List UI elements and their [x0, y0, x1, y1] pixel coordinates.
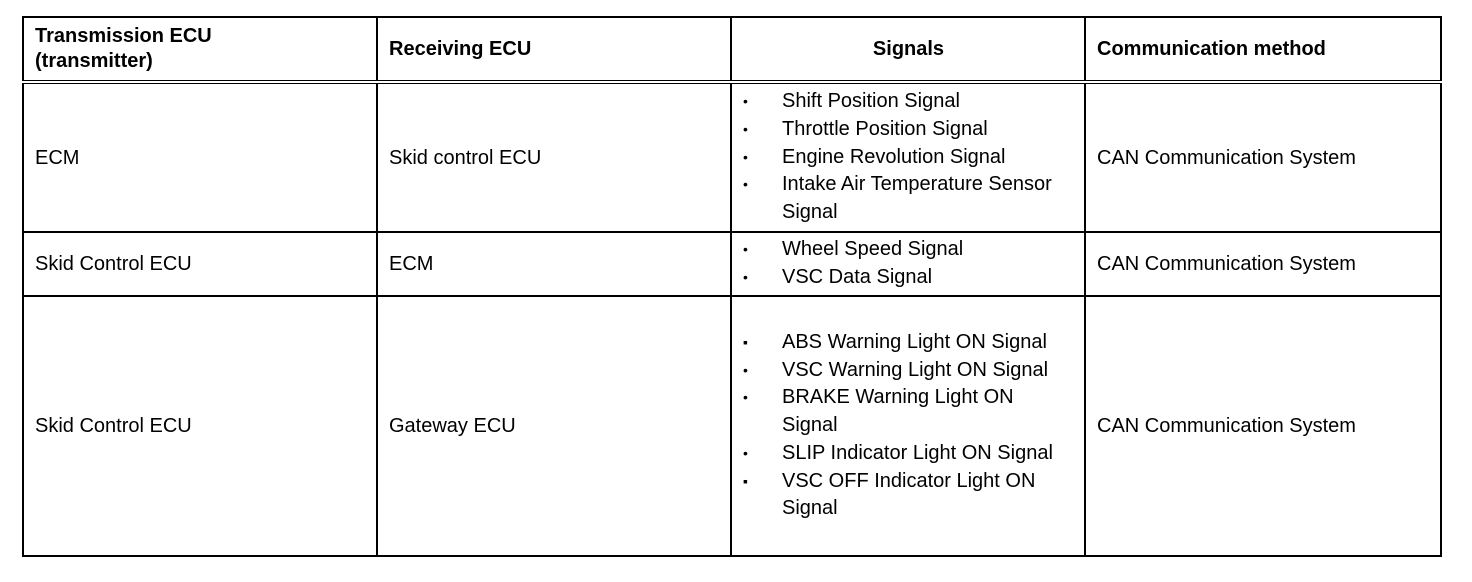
signal-item — [743, 440, 1074, 468]
bullet-icon: • — [743, 241, 748, 258]
transmitter-cell: Skid Control ECU — [23, 232, 377, 296]
signal-text: BRAKE Warning Light ON Signal — [782, 386, 1014, 437]
signal-item — [743, 236, 1074, 264]
signals-cell — [731, 296, 1085, 556]
signals-cell — [731, 82, 1085, 232]
signal-item — [743, 468, 1074, 524]
bullet-icon: • — [743, 269, 748, 285]
signal-text: VSC Warning Light ON Signal — [782, 358, 1049, 381]
signal-list — [743, 329, 1074, 524]
bullet-icon: • — [743, 361, 748, 378]
receiver-cell: ECM — [377, 232, 731, 296]
bullet-icon: • — [743, 444, 748, 461]
signal-item — [743, 171, 1074, 227]
signal-text: Shift Position Signal — [782, 90, 960, 112]
signal-item — [743, 116, 1074, 144]
method-cell: CAN Communication System — [1085, 82, 1441, 232]
square-bullet-icon: ▪ — [743, 472, 748, 489]
table-row — [23, 296, 1441, 556]
bullet-icon: • — [743, 148, 748, 165]
ecu-communication-table — [22, 16, 1442, 557]
receiver-cell: Skid control ECU — [377, 82, 731, 232]
method-cell: CAN Communication System — [1085, 232, 1441, 296]
signal-list — [743, 236, 1074, 292]
signal-text: SLIP Indicator Light ON Signal — [782, 441, 1053, 464]
signal-text: VSC Data Signal — [782, 266, 933, 288]
signal-item — [743, 384, 1074, 440]
signal-list — [743, 88, 1074, 227]
signal-item — [743, 357, 1074, 385]
square-bullet-icon: ▪ — [743, 333, 748, 350]
bullet-icon: • — [743, 176, 748, 193]
signal-text: VSC OFF Indicator Light ON Signal — [782, 469, 1036, 520]
header-signals: Signals — [731, 17, 1085, 82]
header-receiving-ecu: Receiving ECU — [377, 17, 731, 82]
header-communication-method: Communication method — [1085, 17, 1441, 82]
method-cell: CAN Communication System — [1085, 296, 1441, 556]
signal-text: Intake Air Temperature Sensor Signal — [782, 173, 1052, 224]
header-row — [23, 17, 1441, 82]
receiver-cell: Gateway ECU — [377, 296, 731, 556]
table-row — [23, 232, 1441, 296]
signal-item — [743, 144, 1074, 172]
table-row — [23, 82, 1441, 232]
bullet-icon: • — [743, 93, 748, 109]
signal-item — [743, 329, 1074, 357]
signal-text: Engine Revolution Signal — [782, 145, 1006, 168]
signal-item — [743, 88, 1074, 116]
transmitter-cell: ECM — [23, 82, 377, 232]
signal-text: Throttle Position Signal — [782, 117, 988, 140]
bullet-icon: • — [743, 120, 748, 137]
signal-text: Wheel Speed Signal — [782, 238, 964, 261]
transmitter-cell: Skid Control ECU — [23, 296, 377, 556]
bullet-icon: • — [743, 389, 748, 406]
signal-text: ABS Warning Light ON Signal — [782, 330, 1047, 353]
header-transmission-ecu-line1: Transmission ECU — [35, 25, 212, 47]
header-transmission-ecu — [23, 17, 377, 82]
signal-item — [743, 264, 1074, 292]
signals-cell — [731, 232, 1085, 296]
header-transmission-ecu-line2: (transmitter) — [35, 50, 153, 72]
